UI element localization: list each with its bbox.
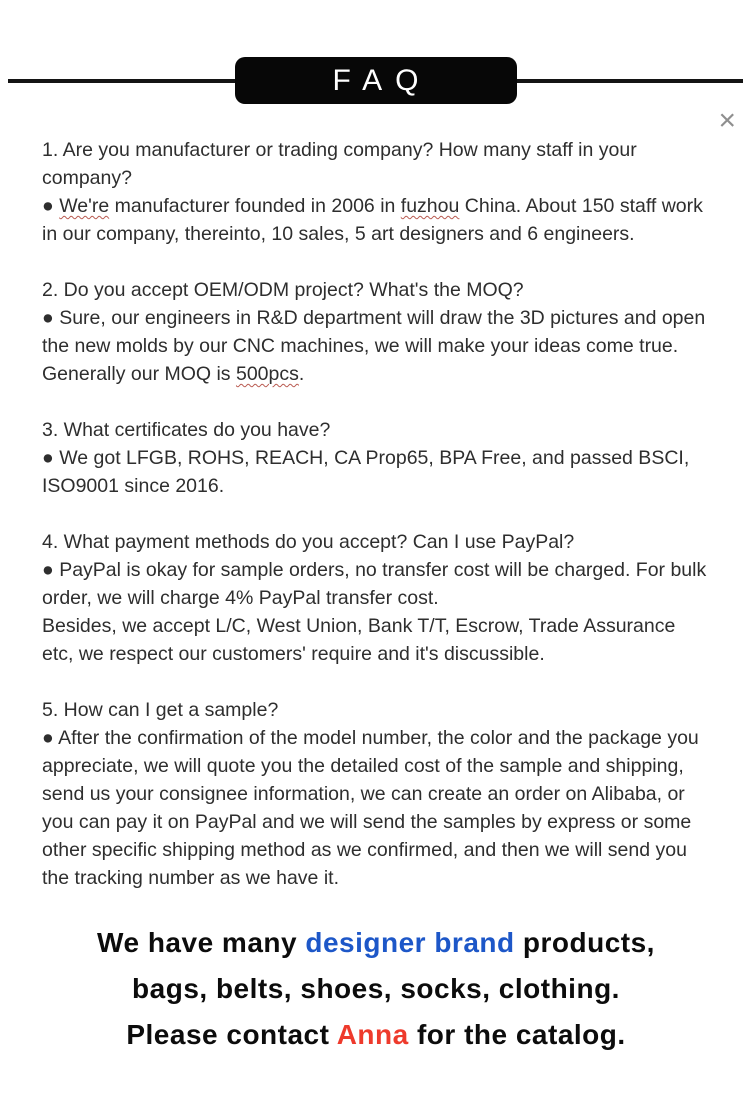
footer-line xyxy=(42,1012,710,1058)
faq-answer xyxy=(42,192,710,248)
faq-question: 2. Do you accept OEM/ODM project? What's the MOQ? xyxy=(42,279,524,301)
text-segment: Please contact xyxy=(126,1019,337,1050)
faq-item xyxy=(42,696,710,892)
faq-question: 3. What certificates do you have? xyxy=(42,419,331,441)
header-rule-right xyxy=(517,79,744,83)
text-segment: We have many xyxy=(97,927,306,958)
faq-item xyxy=(42,416,710,500)
page-title: FAQ xyxy=(332,63,432,97)
footer-line xyxy=(42,920,710,966)
faq-list xyxy=(42,136,710,892)
text-segment: Besides, we accept L/C, West Union, Bank T/T, Escrow, Trade Assurance etc, we respect our customers' require and it's discussible. xyxy=(42,615,676,665)
text-segment: bags, belts, shoes, socks, clothing. xyxy=(132,973,620,1004)
text-segment: We're xyxy=(59,195,110,217)
faq-question: 4. What payment methods do you accept? Can I use PayPal? xyxy=(42,531,575,553)
text-segment: ● We got LFGB, ROHS, REACH, CA Prop65, BPA Free, and passed BSCI, ISO9001 since 2016. xyxy=(42,447,690,497)
faq-item xyxy=(42,136,710,248)
faq-content xyxy=(0,104,750,1072)
text-segment: products, xyxy=(514,927,655,958)
faq-item xyxy=(42,528,710,668)
highlight-text: designer brand xyxy=(305,927,515,958)
footer-promo xyxy=(42,920,710,1072)
faq-answer xyxy=(42,556,710,668)
faq-answer xyxy=(42,724,710,892)
close-icon[interactable]: × xyxy=(718,104,736,137)
text-segment: fuzhou xyxy=(400,195,460,217)
highlight-text: Anna xyxy=(336,1019,409,1050)
faq-item xyxy=(42,276,710,388)
faq-title-badge xyxy=(235,57,517,104)
faq-question: 1. Are you manufacturer or trading company? How many staff in your company? xyxy=(42,139,637,189)
footer-line xyxy=(42,966,710,1012)
faq-answer xyxy=(42,444,710,500)
faq-answer xyxy=(42,304,710,388)
text-segment: manufacturer founded in 2006 in xyxy=(109,195,401,217)
text-segment: ● Sure, our engineers in R&D department will draw the 3D pictures and open the new molds by our CNC machines, we will make your ideas come true. Generally our MOQ is xyxy=(42,307,706,385)
text-segment: . xyxy=(298,363,305,385)
faq-question: 5. How can I get a sample? xyxy=(42,699,279,721)
header-rule-left xyxy=(8,79,235,83)
text-segment: China. About 150 staff work in our company, thereinto, 10 sales, 5 art designers and 6 engineers. xyxy=(42,195,703,245)
text-segment: ● xyxy=(42,195,60,217)
text-segment: ● After the confirmation of the model number, the color and the package you appreciate, we will quote you the detailed cost of the sample and shipping, send us your consignee information, we can create an order on Alibaba, or you can pay it on PayPal and we will send the samples by express or some other specific shipping method as we confirmed, and then we will send you the tracking number as we have it. xyxy=(42,727,699,889)
text-segment: for the catalog. xyxy=(408,1019,626,1050)
text-segment: ● PayPal is okay for sample orders, no transfer cost will be charged. For bulk order, we will charge 4% PayPal transfer cost. xyxy=(42,559,707,609)
text-segment: 500pcs xyxy=(235,363,299,385)
faq-header xyxy=(0,57,750,104)
